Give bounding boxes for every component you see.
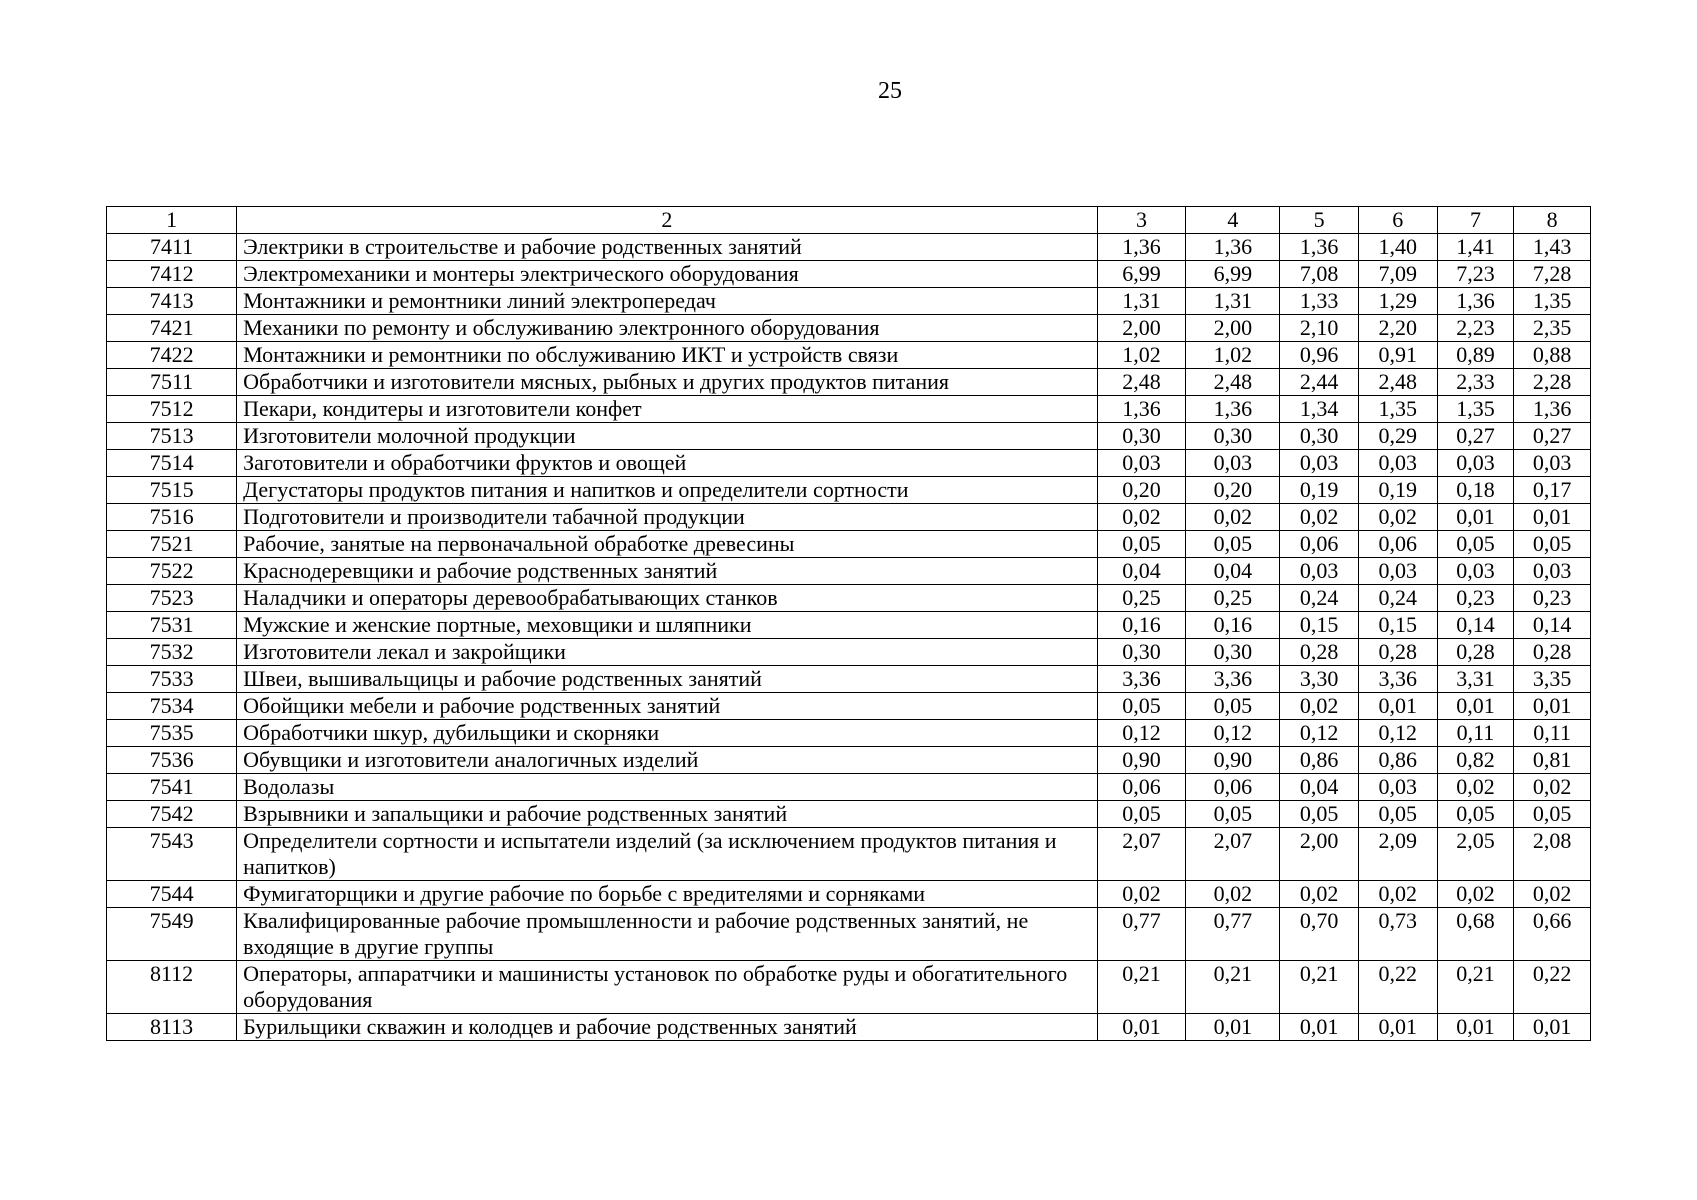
occupation-name: Подготовители и производители табачной продукции <box>237 504 1098 531</box>
value-cell: 0,03 <box>1097 450 1186 477</box>
value-cell: 1,31 <box>1097 288 1186 315</box>
value-cell: 0,02 <box>1186 881 1280 908</box>
occupation-code: 7532 <box>107 639 237 666</box>
column-header: 8 <box>1514 207 1591 234</box>
value-cell: 1,35 <box>1358 396 1437 423</box>
occupation-code: 7542 <box>107 801 237 828</box>
table-row <box>107 1014 1591 1041</box>
occupation-name: Дегустаторы продуктов питания и напитков и определители сортности <box>237 477 1098 504</box>
occupation-name: Монтажники и ремонтники линий электропередач <box>237 288 1098 315</box>
value-cell: 0,28 <box>1358 639 1437 666</box>
value-cell: 0,05 <box>1186 801 1280 828</box>
table-row <box>107 612 1591 639</box>
value-cell: 0,28 <box>1280 639 1359 666</box>
value-cell: 3,36 <box>1358 666 1437 693</box>
value-cell: 2,07 <box>1097 828 1186 881</box>
value-cell: 0,01 <box>1514 693 1591 720</box>
table-row <box>107 666 1591 693</box>
value-cell: 0,21 <box>1280 961 1359 1014</box>
value-cell: 2,10 <box>1280 315 1359 342</box>
value-cell: 3,36 <box>1097 666 1186 693</box>
value-cell: 1,33 <box>1280 288 1359 315</box>
table-row <box>107 504 1591 531</box>
table-body <box>107 234 1591 1041</box>
occupation-code: 7523 <box>107 585 237 612</box>
value-cell: 0,04 <box>1097 558 1186 585</box>
value-cell: 2,20 <box>1358 315 1437 342</box>
occupation-name: Обработчики шкур, дубильщики и скорняки <box>237 720 1098 747</box>
value-cell: 0,19 <box>1358 477 1437 504</box>
value-cell: 0,91 <box>1358 342 1437 369</box>
table-row <box>107 396 1591 423</box>
occupation-code: 7514 <box>107 450 237 477</box>
value-cell: 0,22 <box>1358 961 1437 1014</box>
value-cell: 0,30 <box>1280 423 1359 450</box>
value-cell: 3,35 <box>1514 666 1591 693</box>
value-cell: 0,05 <box>1097 531 1186 558</box>
value-cell: 0,21 <box>1437 961 1514 1014</box>
value-cell: 6,99 <box>1186 261 1280 288</box>
value-cell: 2,00 <box>1097 315 1186 342</box>
occupation-name: Наладчики и операторы деревообрабатывающих станков <box>237 585 1098 612</box>
occupation-name: Заготовители и обработчики фруктов и овощей <box>237 450 1098 477</box>
table-row <box>107 261 1591 288</box>
value-cell: 3,30 <box>1280 666 1359 693</box>
value-cell: 0,06 <box>1358 531 1437 558</box>
occupation-code: 7541 <box>107 774 237 801</box>
value-cell: 1,02 <box>1186 342 1280 369</box>
value-cell: 0,22 <box>1514 961 1591 1014</box>
occupation-code: 7413 <box>107 288 237 315</box>
value-cell: 0,30 <box>1097 423 1186 450</box>
table-row <box>107 585 1591 612</box>
occupation-code: 8113 <box>107 1014 237 1041</box>
value-cell: 0,06 <box>1280 531 1359 558</box>
value-cell: 0,96 <box>1280 342 1359 369</box>
value-cell: 2,48 <box>1358 369 1437 396</box>
value-cell: 0,21 <box>1097 961 1186 1014</box>
value-cell: 0,11 <box>1437 720 1514 747</box>
value-cell: 2,05 <box>1437 828 1514 881</box>
value-cell: 0,01 <box>1437 1014 1514 1041</box>
occupation-name: Монтажники и ремонтники по обслуживанию ИКТ и устройств связи <box>237 342 1098 369</box>
value-cell: 2,44 <box>1280 369 1359 396</box>
occupation-code: 7411 <box>107 234 237 261</box>
table-row <box>107 747 1591 774</box>
occupation-name: Мужские и женские портные, меховщики и шляпники <box>237 612 1098 639</box>
value-cell: 0,27 <box>1514 423 1591 450</box>
column-header: 6 <box>1358 207 1437 234</box>
value-cell: 0,01 <box>1514 1014 1591 1041</box>
value-cell: 0,03 <box>1358 774 1437 801</box>
occupation-name: Фумигаторщики и другие рабочие по борьбе с вредителями и сорняками <box>237 881 1098 908</box>
value-cell: 0,02 <box>1358 504 1437 531</box>
occupation-name: Взрывники и запальщики и рабочие родственных занятий <box>237 801 1098 828</box>
value-cell: 0,02 <box>1097 504 1186 531</box>
table-row <box>107 342 1591 369</box>
occupation-code: 7534 <box>107 693 237 720</box>
column-header: 1 <box>107 207 237 234</box>
value-cell: 2,35 <box>1514 315 1591 342</box>
column-header: 5 <box>1280 207 1359 234</box>
value-cell: 0,05 <box>1186 531 1280 558</box>
table-row <box>107 450 1591 477</box>
value-cell: 1,35 <box>1437 396 1514 423</box>
value-cell: 0,05 <box>1097 801 1186 828</box>
table-row <box>107 693 1591 720</box>
occupation-name: Механики по ремонту и обслуживанию электронного оборудования <box>237 315 1098 342</box>
value-cell: 0,03 <box>1280 558 1359 585</box>
value-cell: 1,41 <box>1437 234 1514 261</box>
value-cell: 1,36 <box>1437 288 1514 315</box>
value-cell: 0,01 <box>1097 1014 1186 1041</box>
value-cell: 0,15 <box>1358 612 1437 639</box>
value-cell: 0,82 <box>1437 747 1514 774</box>
value-cell: 0,02 <box>1514 774 1591 801</box>
value-cell: 0,73 <box>1358 908 1437 961</box>
occupation-name: Обувщики и изготовители аналогичных изделий <box>237 747 1098 774</box>
value-cell: 0,02 <box>1097 881 1186 908</box>
value-cell: 0,12 <box>1097 720 1186 747</box>
value-cell: 0,77 <box>1186 908 1280 961</box>
value-cell: 6,99 <box>1097 261 1186 288</box>
occupation-code: 7533 <box>107 666 237 693</box>
value-cell: 0,03 <box>1514 558 1591 585</box>
page-number: 25 <box>878 78 902 104</box>
value-cell: 0,18 <box>1437 477 1514 504</box>
table-row <box>107 881 1591 908</box>
value-cell: 0,01 <box>1358 693 1437 720</box>
value-cell: 0,77 <box>1097 908 1186 961</box>
occupation-code: 7512 <box>107 396 237 423</box>
value-cell: 7,23 <box>1437 261 1514 288</box>
value-cell: 0,20 <box>1097 477 1186 504</box>
value-cell: 0,29 <box>1358 423 1437 450</box>
value-cell: 0,05 <box>1514 801 1591 828</box>
value-cell: 0,68 <box>1437 908 1514 961</box>
value-cell: 0,25 <box>1097 585 1186 612</box>
value-cell: 1,40 <box>1358 234 1437 261</box>
value-cell: 1,36 <box>1097 234 1186 261</box>
table-row <box>107 961 1591 1014</box>
table-row <box>107 315 1591 342</box>
occupation-code: 7412 <box>107 261 237 288</box>
value-cell: 0,90 <box>1186 747 1280 774</box>
value-cell: 0,02 <box>1514 881 1591 908</box>
value-cell: 0,04 <box>1186 558 1280 585</box>
value-cell: 0,30 <box>1097 639 1186 666</box>
occupation-name: Рабочие, занятые на первоначальной обработке древесины <box>237 531 1098 558</box>
value-cell: 7,28 <box>1514 261 1591 288</box>
value-cell: 2,48 <box>1097 369 1186 396</box>
value-cell: 0,21 <box>1186 961 1280 1014</box>
table-row <box>107 828 1591 881</box>
occupation-name: Изготовители лекал и закройщики <box>237 639 1098 666</box>
value-cell: 0,23 <box>1437 585 1514 612</box>
occupation-code: 7544 <box>107 881 237 908</box>
value-cell: 0,23 <box>1514 585 1591 612</box>
occupation-code: 7516 <box>107 504 237 531</box>
value-cell: 0,02 <box>1186 504 1280 531</box>
value-cell: 0,16 <box>1186 612 1280 639</box>
value-cell: 7,09 <box>1358 261 1437 288</box>
value-cell: 0,05 <box>1186 693 1280 720</box>
occupation-code: 7549 <box>107 908 237 961</box>
value-cell: 0,12 <box>1186 720 1280 747</box>
value-cell: 0,12 <box>1358 720 1437 747</box>
value-cell: 0,70 <box>1280 908 1359 961</box>
value-cell: 2,23 <box>1437 315 1514 342</box>
table-row <box>107 801 1591 828</box>
table-row <box>107 423 1591 450</box>
occupation-code: 7421 <box>107 315 237 342</box>
value-cell: 1,36 <box>1186 234 1280 261</box>
value-cell: 0,01 <box>1437 693 1514 720</box>
value-cell: 3,36 <box>1186 666 1280 693</box>
table-header-row <box>107 207 1591 234</box>
occupation-code: 7513 <box>107 423 237 450</box>
table-row <box>107 558 1591 585</box>
occupation-code: 7543 <box>107 828 237 881</box>
value-cell: 0,24 <box>1358 585 1437 612</box>
value-cell: 2,48 <box>1186 369 1280 396</box>
occupation-code: 7522 <box>107 558 237 585</box>
value-cell: 0,17 <box>1514 477 1591 504</box>
value-cell: 0,30 <box>1186 423 1280 450</box>
occupation-table <box>106 206 1591 1041</box>
occupation-name: Обработчики и изготовители мясных, рыбных и других продуктов питания <box>237 369 1098 396</box>
value-cell: 0,25 <box>1186 585 1280 612</box>
value-cell: 0,04 <box>1280 774 1359 801</box>
value-cell: 0,12 <box>1280 720 1359 747</box>
occupation-name: Бурильщики скважин и колодцев и рабочие родственных занятий <box>237 1014 1098 1041</box>
value-cell: 0,86 <box>1280 747 1359 774</box>
value-cell: 1,29 <box>1358 288 1437 315</box>
value-cell: 0,03 <box>1358 558 1437 585</box>
value-cell: 2,33 <box>1437 369 1514 396</box>
value-cell: 1,36 <box>1186 396 1280 423</box>
value-cell: 0,15 <box>1280 612 1359 639</box>
occupation-code: 8112 <box>107 961 237 1014</box>
value-cell: 1,36 <box>1514 396 1591 423</box>
value-cell: 7,08 <box>1280 261 1359 288</box>
value-cell: 0,19 <box>1280 477 1359 504</box>
value-cell: 0,03 <box>1437 450 1514 477</box>
value-cell: 1,43 <box>1514 234 1591 261</box>
occupation-name: Водолазы <box>237 774 1098 801</box>
value-cell: 0,90 <box>1097 747 1186 774</box>
value-cell: 0,05 <box>1097 693 1186 720</box>
value-cell: 0,03 <box>1358 450 1437 477</box>
occupation-name: Обойщики мебели и рабочие родственных занятий <box>237 693 1098 720</box>
table-row <box>107 531 1591 558</box>
occupation-code: 7515 <box>107 477 237 504</box>
occupation-name: Электромеханики и монтеры электрического оборудования <box>237 261 1098 288</box>
occupation-name: Изготовители молочной продукции <box>237 423 1098 450</box>
occupation-code: 7531 <box>107 612 237 639</box>
occupation-name: Швеи, вышивальщицы и рабочие родственных занятий <box>237 666 1098 693</box>
value-cell: 0,11 <box>1514 720 1591 747</box>
value-cell: 0,03 <box>1280 450 1359 477</box>
value-cell: 0,05 <box>1437 531 1514 558</box>
occupation-code: 7521 <box>107 531 237 558</box>
table-row <box>107 369 1591 396</box>
table-row <box>107 288 1591 315</box>
value-cell: 0,20 <box>1186 477 1280 504</box>
table-row <box>107 774 1591 801</box>
value-cell: 0,28 <box>1514 639 1591 666</box>
value-cell: 2,09 <box>1358 828 1437 881</box>
table-row <box>107 639 1591 666</box>
occupation-code: 7536 <box>107 747 237 774</box>
value-cell: 0,24 <box>1280 585 1359 612</box>
value-cell: 1,35 <box>1514 288 1591 315</box>
value-cell: 0,02 <box>1280 881 1359 908</box>
value-cell: 0,05 <box>1437 801 1514 828</box>
value-cell: 0,01 <box>1358 1014 1437 1041</box>
column-header: 7 <box>1437 207 1514 234</box>
value-cell: 0,02 <box>1358 881 1437 908</box>
value-cell: 0,02 <box>1437 881 1514 908</box>
value-cell: 2,00 <box>1280 828 1359 881</box>
value-cell: 0,27 <box>1437 423 1514 450</box>
value-cell: 0,06 <box>1186 774 1280 801</box>
occupation-code: 7535 <box>107 720 237 747</box>
value-cell: 0,05 <box>1280 801 1359 828</box>
table-row <box>107 720 1591 747</box>
value-cell: 3,31 <box>1437 666 1514 693</box>
value-cell: 0,02 <box>1280 504 1359 531</box>
value-cell: 2,07 <box>1186 828 1280 881</box>
value-cell: 0,01 <box>1280 1014 1359 1041</box>
value-cell: 0,14 <box>1514 612 1591 639</box>
value-cell: 0,30 <box>1186 639 1280 666</box>
value-cell: 0,66 <box>1514 908 1591 961</box>
value-cell: 1,36 <box>1097 396 1186 423</box>
value-cell: 1,31 <box>1186 288 1280 315</box>
value-cell: 0,16 <box>1097 612 1186 639</box>
table-row <box>107 908 1591 961</box>
value-cell: 0,06 <box>1097 774 1186 801</box>
value-cell: 1,02 <box>1097 342 1186 369</box>
value-cell: 0,86 <box>1358 747 1437 774</box>
table-row <box>107 477 1591 504</box>
occupation-name: Пекари, кондитеры и изготовители конфет <box>237 396 1098 423</box>
occupation-name: Краснодеревщики и рабочие родственных занятий <box>237 558 1098 585</box>
value-cell: 0,01 <box>1514 504 1591 531</box>
occupation-name: Квалифицированные рабочие промышленности и рабочие родственных занятий, не входящие в другие группы <box>237 908 1098 961</box>
value-cell: 0,05 <box>1358 801 1437 828</box>
value-cell: 0,03 <box>1186 450 1280 477</box>
value-cell: 2,28 <box>1514 369 1591 396</box>
value-cell: 0,01 <box>1437 504 1514 531</box>
value-cell: 0,02 <box>1437 774 1514 801</box>
occupation-code: 7511 <box>107 369 237 396</box>
value-cell: 1,36 <box>1280 234 1359 261</box>
value-cell: 0,01 <box>1186 1014 1280 1041</box>
value-cell: 0,28 <box>1437 639 1514 666</box>
value-cell: 0,03 <box>1514 450 1591 477</box>
table-row <box>107 234 1591 261</box>
value-cell: 0,05 <box>1514 531 1591 558</box>
occupation-code: 7422 <box>107 342 237 369</box>
value-cell: 0,89 <box>1437 342 1514 369</box>
value-cell: 0,02 <box>1280 693 1359 720</box>
column-header: 2 <box>237 207 1098 234</box>
value-cell: 0,03 <box>1437 558 1514 585</box>
value-cell: 0,14 <box>1437 612 1514 639</box>
value-cell: 2,08 <box>1514 828 1591 881</box>
column-header: 3 <box>1097 207 1186 234</box>
occupation-name: Операторы, аппаратчики и машинисты установок по обработке руды и обогатительного оборудования <box>237 961 1098 1014</box>
occupation-name: Определители сортности и испытатели изделий (за исключением продуктов питания и напитков) <box>237 828 1098 881</box>
occupation-name: Электрики в строительстве и рабочие родственных занятий <box>237 234 1098 261</box>
column-header: 4 <box>1186 207 1280 234</box>
value-cell: 1,34 <box>1280 396 1359 423</box>
value-cell: 0,88 <box>1514 342 1591 369</box>
value-cell: 2,00 <box>1186 315 1280 342</box>
value-cell: 0,81 <box>1514 747 1591 774</box>
